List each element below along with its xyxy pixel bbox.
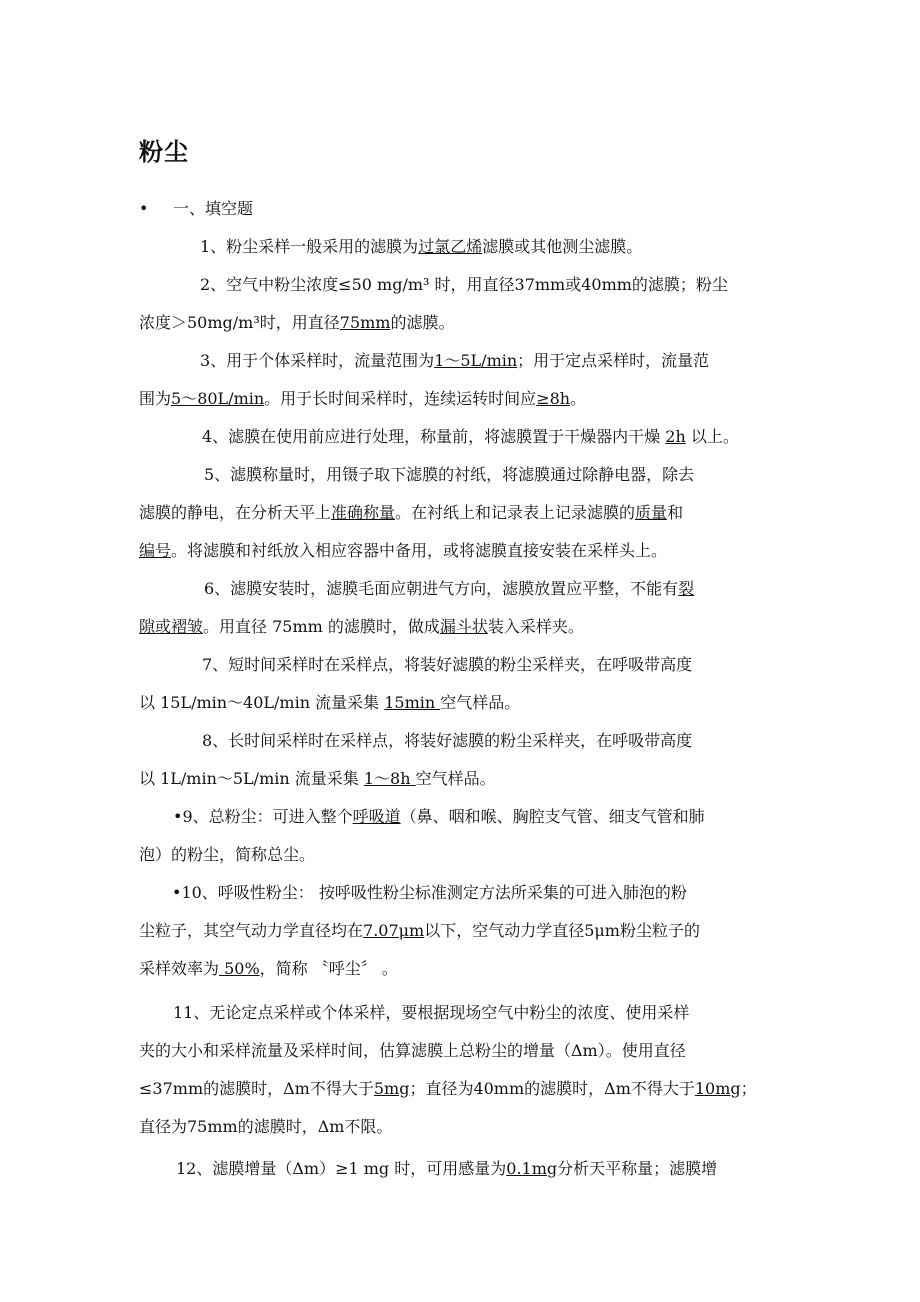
text-run: 夹的大小和采样流量及采样时间，估算滤膜上总粉尘的增量（Δm）。使用直径	[139, 1041, 686, 1060]
q4-line-1	[202, 418, 852, 456]
text-run: •9、总粉尘：可进入整个	[173, 807, 353, 826]
text-run: 以下，空气动力学直径5μm粉尘粒子的	[424, 921, 700, 940]
text-run: （鼻、咽和喉、胸腔支气管、细支气管和肺	[400, 807, 705, 826]
q11-line-3	[139, 1070, 789, 1108]
q3-line-1	[200, 342, 850, 380]
text-run: 。用于长时间采样时，连续运转时间应	[264, 389, 537, 408]
text-run: 。用直径 75mm 的滤膜时，做成	[203, 617, 440, 636]
text-run: 4、滤膜在使用前应进行处理，称量前，将滤膜置于干燥器内干燥	[202, 427, 666, 446]
text-run: 泡）的粉尘，简称总尘。	[139, 845, 316, 864]
answer-blank: 50%	[219, 959, 260, 978]
text-run: 11、无论定点采样或个体采样，要根据现场空气中粉尘的浓度、使用采样	[173, 1003, 690, 1022]
text-run: 以上。	[685, 427, 739, 446]
text-run: 。将滤膜和衬纸放入相应容器中备用，或将滤膜直接安装在采样头上。	[171, 541, 668, 560]
answer-blank: 2h	[665, 427, 686, 446]
q6-line-2	[139, 608, 789, 646]
answer-blank: 准确称量	[331, 503, 396, 522]
answer-blank: 过氯乙烯	[418, 237, 483, 256]
text-run: 分析天平称量；滤膜增	[557, 1159, 718, 1178]
text-run: 和	[667, 503, 684, 522]
q5-line-1	[204, 456, 854, 494]
q9-line-2	[139, 836, 789, 874]
text-run: 3、用于个体采样时，流量范围为	[200, 351, 435, 370]
q11-line-2	[139, 1032, 789, 1070]
answer-blank: 裂	[678, 579, 695, 598]
text-run: 。在衬纸上和记录表上记录滤膜的	[395, 503, 636, 522]
text-run: 7、短时间采样时在采样点，将装好滤膜的粉尘采样夹，在呼吸带高度	[202, 655, 693, 674]
q8-line-2	[139, 760, 789, 798]
q7-line-1	[202, 646, 852, 684]
text-run: 采样效率为	[139, 959, 220, 978]
answer-blank: 1～5L/min	[434, 351, 518, 370]
q5-line-3	[139, 532, 789, 570]
text-run: 8、长时间采样时在采样点，将装好滤膜的粉尘采样夹，在呼吸带高度	[202, 731, 693, 750]
q3-line-2	[139, 380, 789, 418]
q12-line-1	[176, 1150, 826, 1188]
answer-blank: 0.1mg	[506, 1159, 558, 1178]
text-run: 的滤膜。	[390, 313, 455, 332]
q10-line-1	[172, 874, 822, 912]
text-run: ≤37mm的滤膜时，Δm不得大于	[139, 1079, 374, 1098]
q10-line-3	[139, 950, 789, 988]
text-run: 6、滤膜安装时，滤膜毛面应朝进气方向，滤膜放置应平整，不能有	[204, 579, 679, 598]
text-run: 1、粉尘采样一般采用的滤膜为	[200, 237, 419, 256]
answer-blank: 75mm	[339, 313, 391, 332]
answer-blank: 漏斗状	[439, 617, 488, 636]
q11-line-1	[173, 994, 823, 1032]
text-run: 5、滤膜称量时，用镊子取下滤膜的衬纸，将滤膜通过除静电器，除去	[204, 465, 695, 484]
answer-blank: 5～80L/min	[171, 389, 265, 408]
text-run: 。	[570, 389, 587, 408]
q2-line-2	[139, 304, 789, 342]
q2-line-1	[200, 266, 850, 304]
text-run: 滤膜或其他测尘滤膜。	[482, 237, 643, 256]
answer-blank: 质量	[635, 503, 668, 522]
text-run: 空气样品。	[440, 693, 521, 712]
text-run: ；直径为40mm的滤膜时，Δm不得大于	[409, 1079, 695, 1098]
q7-line-2	[139, 684, 789, 722]
q6-line-1	[204, 570, 854, 608]
answer-blank: ≥8h	[536, 389, 571, 408]
answer-blank: 1～8h	[363, 769, 416, 788]
answer-blank: 5mg	[373, 1079, 410, 1098]
text-run: 滤膜的静电，在分析天平上	[139, 503, 332, 522]
q11-line-4	[139, 1108, 789, 1146]
text-run: ；	[740, 1079, 757, 1098]
answer-blank: 10mg	[694, 1079, 741, 1098]
q1-line-1	[200, 228, 850, 266]
text-run: 以 15L/min～40L/min 流量采集	[139, 693, 385, 712]
q5-line-2	[139, 494, 789, 532]
answer-blank: 编号	[139, 541, 172, 560]
section-heading	[139, 196, 253, 219]
q10-line-2	[139, 912, 789, 950]
text-run: 浓度＞50mg/m³时，用直径	[139, 313, 340, 332]
answer-blank: 隙或褶皱	[139, 617, 204, 636]
text-run: 以 1L/min～5L/min 流量采集	[139, 769, 364, 788]
q9-line-1	[173, 798, 823, 836]
text-run: ；用于定点采样时，流量范	[517, 351, 710, 370]
text-run: 空气样品。	[415, 769, 496, 788]
text-run: 2、空气中粉尘浓度≤50 mg/m³ 时，用直径37mm或40mm的滤膜；粉尘	[200, 275, 728, 294]
answer-blank: 15min	[384, 693, 441, 712]
text-run: 12、滤膜增量（Δm）≥1 mg 时，可用感量为	[176, 1159, 507, 1178]
section-label: 一、填空题	[173, 199, 254, 218]
text-run: 直径为75mm的滤膜时，Δm不限。	[139, 1117, 393, 1136]
text-run: 装入采样夹。	[487, 617, 584, 636]
text-run: ，简称 〝呼尘〞 。	[259, 959, 398, 978]
text-run: •10、呼吸性粉尘： 按呼吸性粉尘标准测定方法所采集的可进入肺泡的粉	[172, 883, 687, 902]
text-run: 围为	[139, 389, 172, 408]
bullet-icon: •	[139, 199, 149, 218]
answer-blank: 呼吸道	[352, 807, 401, 826]
page-title: 粉尘	[139, 138, 189, 166]
q8-line-1	[202, 722, 852, 760]
answer-blank: 7.07μm	[363, 921, 425, 940]
text-run: 尘粒子，其空气动力学直径均在	[139, 921, 364, 940]
